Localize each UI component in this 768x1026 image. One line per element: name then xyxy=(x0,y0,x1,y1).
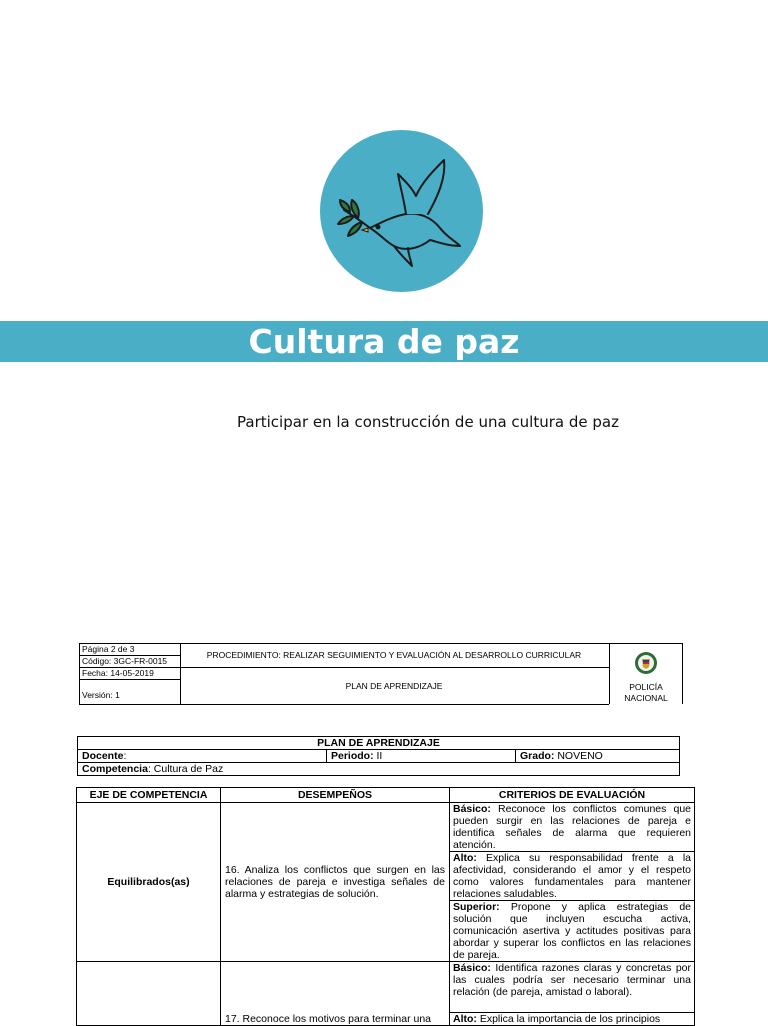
table-row xyxy=(77,962,695,1026)
docente-label: Docente xyxy=(82,750,124,762)
document-header xyxy=(79,643,682,704)
criterio-level: Alto: xyxy=(453,852,477,864)
desempeno-cell: 17. Reconoce los motivos para terminar una xyxy=(221,962,450,1026)
header-desempenos: DESEMPEÑOS xyxy=(221,788,450,803)
docente-value: : xyxy=(123,750,127,762)
criterio-level: Básico: xyxy=(453,962,491,974)
criterio-text: Explica la importancia de los principios xyxy=(476,1013,661,1025)
document-version: Versión: 1 xyxy=(82,690,120,700)
police-seal-icon xyxy=(634,647,658,679)
criterios-cell xyxy=(450,962,695,1026)
document-code: Código: 3GC-FR-0015 xyxy=(80,656,180,668)
criterio-level: Superior: xyxy=(453,901,500,913)
periodo-label: Periodo: xyxy=(331,750,374,762)
plan-title: PLAN DE APRENDIZAJE xyxy=(78,737,680,750)
document-date: Fecha: 14-05-2019 xyxy=(80,668,180,680)
institution-name xyxy=(610,682,682,704)
docente-cell xyxy=(78,750,327,763)
header-criterios: CRITERIOS DE EVALUACIÓN xyxy=(450,788,695,803)
criterio-text: Reconoce los conflictos comunes que pueden surgir en las relaciones de pareja e identifica señales de alarma que requieren atención. xyxy=(453,803,691,851)
page-number: Página 2 de 3 xyxy=(80,644,180,656)
grado-value: NOVENO xyxy=(554,750,603,762)
periodo-cell xyxy=(327,750,516,763)
competencia-value: : Cultura de Paz xyxy=(147,763,224,775)
institution-name-line1: POLICÍA xyxy=(629,682,663,692)
title-banner xyxy=(0,321,768,362)
criterio-level: Básico: xyxy=(453,803,491,815)
plan-info-table xyxy=(77,736,680,776)
eje-cell: Equilibrados(as) xyxy=(77,803,221,962)
grado-cell xyxy=(516,750,680,763)
criterio-basico xyxy=(450,962,694,1013)
institution-name-line2: NACIONAL xyxy=(624,693,668,703)
criterio-alto xyxy=(450,1013,694,1025)
criterio-level: Alto: xyxy=(453,1013,477,1025)
desempeno-cell: 16. Analiza los conflictos que surgen en las relaciones de pareja e investiga señales de alarma y estrategias de solución. xyxy=(221,803,450,962)
criterio-basico xyxy=(450,803,694,852)
grado-label: Grado: xyxy=(520,750,555,762)
procedure-title: PROCEDIMIENTO: REALIZAR SEGUIMIENTO Y EVALUACIÓN AL DESARROLLO CURRICULAR xyxy=(179,644,609,668)
table-row xyxy=(77,803,695,962)
competency-table xyxy=(76,787,695,1026)
page-title: Cultura de paz xyxy=(248,322,520,361)
page-subtitle: Participar en la construcción de una cultura de paz xyxy=(237,413,619,431)
institution-logo xyxy=(609,643,683,704)
eje-cell xyxy=(77,962,221,1026)
document-procedure xyxy=(179,643,609,705)
criterio-superior xyxy=(450,901,694,961)
criterio-text: Propone y aplica estrategias de solución que incluyen escucha activa, comunicación asertiva y actitudes positivas para abordar y superar los conflictos en las relaciones de pareja. xyxy=(453,901,691,961)
document-meta xyxy=(79,643,181,705)
criterio-text: Explica su responsabilidad frente a la afectividad, considerando el amor y el respeto como valores fundamentales para mantener relaciones saludables. xyxy=(453,852,691,900)
periodo-value: II xyxy=(373,750,383,762)
competencia-label: Competencia xyxy=(82,763,148,775)
header-eje: EJE DE COMPETENCIA xyxy=(77,788,221,803)
document-type: PLAN DE APRENDIZAJE xyxy=(345,681,443,691)
criterio-alto xyxy=(450,852,694,901)
criterios-cell xyxy=(450,803,695,962)
dove-logo xyxy=(320,130,483,292)
dove-with-olive-branch-icon xyxy=(320,130,483,292)
criterio-text: Identifica razones claras y concretas por las cuales podría ser necesario terminar una relación (de pareja, amistad o laboral). xyxy=(453,962,691,998)
competencia-cell xyxy=(78,763,680,776)
